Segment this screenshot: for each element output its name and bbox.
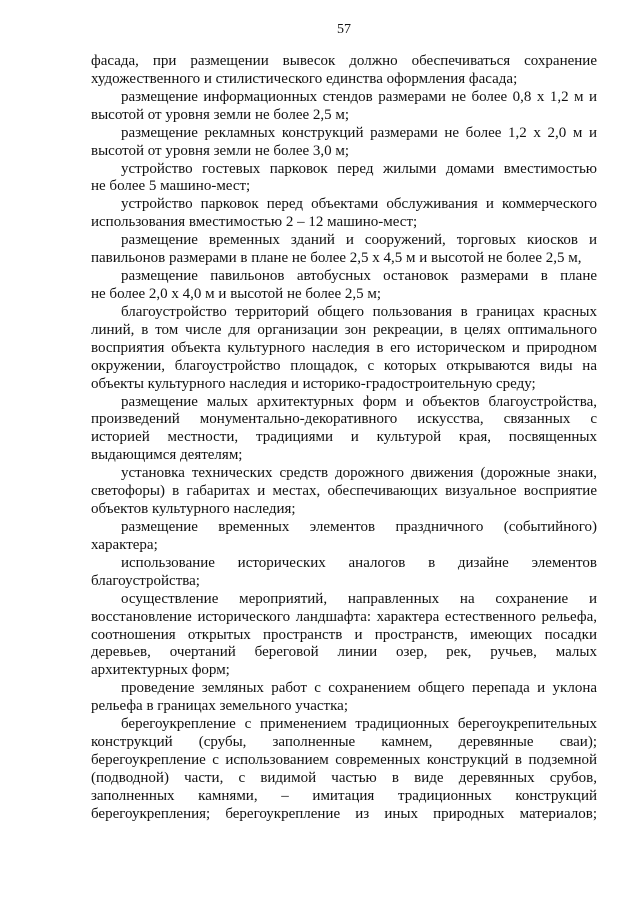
text-line: павильонов размерами в плане не более 2,5 х 4,5 м и высотой не более 2,5 м, bbox=[91, 250, 582, 267]
paragraph bbox=[91, 519, 597, 555]
text-line: характера; bbox=[91, 536, 158, 553]
text-line: размещение временных зданий и сооружений, торговых киосков и bbox=[121, 232, 597, 249]
text-line: (подводной) части, с видимой частью в виде деревянных срубов, bbox=[91, 769, 597, 786]
text-line: установка технических средств дорожного движения (дорожные знаки, bbox=[121, 465, 597, 482]
text-line: заполненных камнями, – имитация традиционных конструкций bbox=[91, 787, 597, 804]
paragraph bbox=[91, 680, 597, 716]
text-line: историей местности, традициями и культурой края, посвященных bbox=[91, 429, 597, 446]
paragraph bbox=[91, 232, 597, 268]
text-line: берегоукрепление с использованием современных конструкций в подземной bbox=[91, 751, 597, 768]
text-line: осуществление мероприятий, направленных на сохранение и bbox=[121, 590, 597, 607]
paragraph bbox=[91, 304, 597, 394]
text-line: размещение информационных стендов размерами не более 0,8 х 1,2 м и bbox=[121, 88, 597, 105]
text-line: проведение земляных работ с сохранением общего перепада и уклона bbox=[121, 680, 597, 697]
text-line: восстановление исторического ландшафта: характера естественного рельефа, bbox=[91, 608, 597, 625]
text-line: размещение рекламных конструкций размерами не более 1,2 х 2,0 м и bbox=[121, 124, 597, 141]
text-line: благоустройства; bbox=[91, 572, 200, 589]
paragraph bbox=[91, 196, 597, 232]
text-line: произведений монументально-декоративного искусства, связанных с bbox=[91, 411, 597, 428]
text-line: архитектурных форм; bbox=[91, 662, 230, 679]
text-line: выдающимся деятелям; bbox=[91, 447, 243, 464]
text-line: художественного и стилистического единства оформления фасада; bbox=[91, 70, 518, 87]
text-line: объектов культурного наследия; bbox=[91, 501, 296, 518]
text-line: благоустройство территорий общего пользования в границах красных bbox=[121, 303, 597, 320]
text-line: устройство гостевых парковок перед жилыми домами вместимостью bbox=[121, 160, 597, 177]
paragraph bbox=[91, 89, 597, 125]
text-line: размещение временных элементов праздничного (событийного) bbox=[121, 518, 597, 535]
paragraph bbox=[91, 591, 597, 681]
text-line: берегоукрепление с применением традиционных берегоукрепительных bbox=[121, 716, 597, 733]
text-line: высотой от уровня земли не более 3,0 м; bbox=[91, 142, 350, 159]
page-number: 57 bbox=[337, 22, 351, 37]
paragraph bbox=[91, 555, 597, 591]
paragraph bbox=[91, 394, 597, 466]
text-line: соотношения открытых пространств и пространств, имеющих посадки bbox=[91, 626, 597, 643]
text-line: объекты культурного наследия и историко-градостроительную среду; bbox=[91, 375, 536, 392]
text-line: использование исторических аналогов в дизайне элементов bbox=[121, 554, 597, 571]
text-line: линий, в том числе для организации зон рекреации, в целях оптимального bbox=[91, 321, 597, 338]
text-line: окружении, благоустройство площадок, с которых открываются виды на bbox=[91, 357, 597, 374]
text-line: берегоукрепления; берегоукрепление из иных природных материалов; bbox=[91, 805, 597, 822]
text-line: использования вместимостью 2 – 12 машино-мест; bbox=[91, 214, 418, 231]
text-line: не более 5 машино-мест; bbox=[91, 178, 251, 195]
text-line: фасада, при размещении вывесок должно обеспечиваться сохранение bbox=[91, 53, 597, 69]
paragraph bbox=[91, 161, 597, 197]
text-line: конструкций (срубы, заполненные камнем, деревянные сваи); bbox=[91, 734, 597, 751]
text-line: устройство парковок перед объектами обслуживания и коммерческого bbox=[121, 196, 597, 213]
text-line: восприятия объекта культурного наследия в его историческом и природном bbox=[91, 339, 597, 356]
text-line: деревьев, очертаний береговой линии озер, рек, ручьев, малых bbox=[91, 644, 597, 661]
text-line: размещение малых архитектурных форм и объектов благоустройства, bbox=[121, 393, 597, 410]
paragraph bbox=[91, 53, 597, 89]
text-line: высотой от уровня земли не более 2,5 м; bbox=[91, 106, 350, 123]
text-line: не более 2,0 х 4,0 м и высотой не более 2,5 м; bbox=[91, 285, 382, 302]
paragraph bbox=[91, 268, 597, 304]
paragraph bbox=[91, 465, 597, 519]
paragraph bbox=[91, 125, 597, 161]
paragraph bbox=[91, 716, 597, 824]
text-line: размещение павильонов автобусных остановок размерами в плане bbox=[121, 268, 597, 285]
body-text bbox=[91, 53, 597, 824]
text-line: светофоры) в габаритах и местах, обеспечивающих визуальное восприятие bbox=[91, 483, 597, 500]
text-line: рельефа в границах земельного участка; bbox=[91, 698, 348, 715]
